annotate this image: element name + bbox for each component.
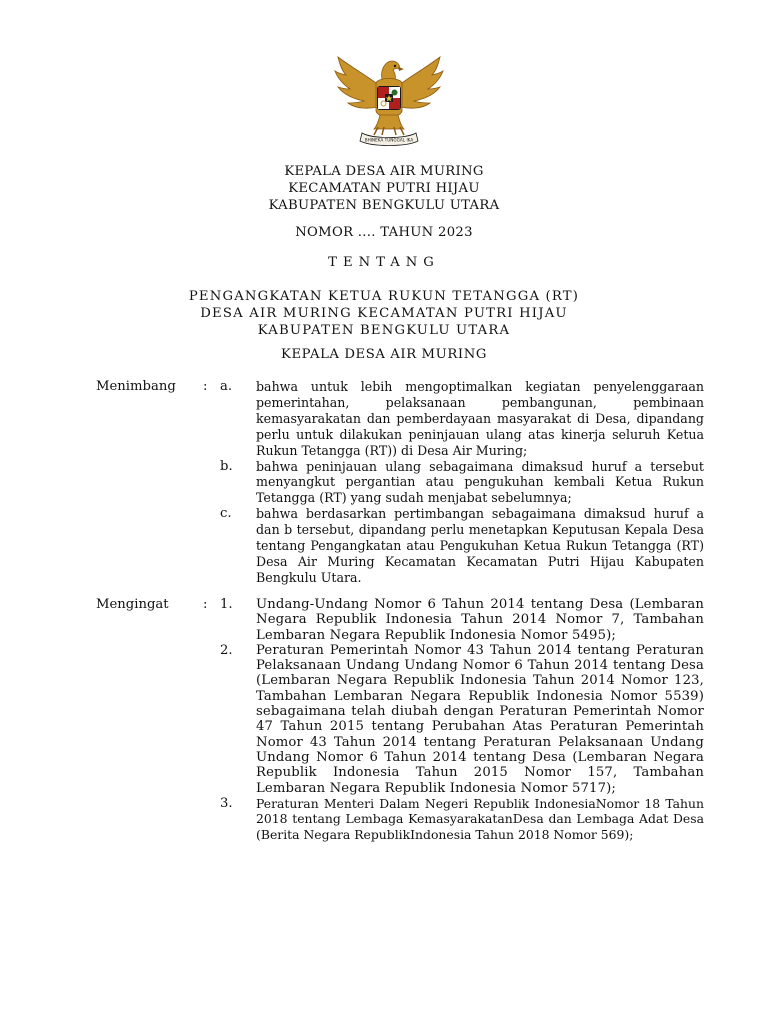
item-text: bahwa untuk lebih mengoptimalkan kegiatan penyelenggaraan pemerintahan, pelaksanaan pembangunan, pembinaan kemasyarakatan dan pemberdayaan masyarakat di Desa, dipandang perlu untuk dilakukan peninjauan ulang atas kinerja seluruh Ketua Rukun Tetangga (RT)) di Desa Air Muring; (256, 379, 704, 458)
section-colon: : (203, 379, 208, 394)
item-text: Undang-Undang Nomor 6 Tahun 2014 tentang Desa (Lembaran Negara Republik Indonesia Tahun 2014 Nomor 7, Tambahan Lembaran Negara Republik Indonesia Nomor 5495); (256, 597, 704, 643)
header-line: KECAMATAN PUTRI HIJAU (288, 181, 480, 196)
item-marker: c. (220, 506, 232, 522)
decree-title (0, 288, 768, 339)
list-item (220, 597, 704, 643)
emblem-motto: BHINEKA TUNGGAL IKA (364, 137, 414, 143)
title-line: DESA AIR MURING KECAMATAN PUTRI HIJAU (200, 306, 568, 321)
item-text: Peraturan Pemerintah Nomor 43 Tahun 2014 tentang Peraturan Pelaksanaan Undang Undang Nomor 6 Tahun 2014 tentang Desa (Lembaran Negara Republik Indonesia Tahun 2014 Nomor 123, Tambahan Lembaran Negara Republik Indonesia Nomor 5539) sebagaimana telah diubah dengan Peraturan Pemerintah Nomor 47 Tahun 2015 tentang Perubahan Atas Peraturan Pemerintah Nomor 43 Tahun 2014 tentang Peraturan Pelaksanaan Undang Undang Nomor 6 Tahun 2014 tentang Desa (Lembaran Negara Republik Indonesia Tahun 2015 Nomor 157, Tambahan Lembaran Negara Republik Indonesia Nomor 5717); (256, 642, 704, 796)
item-text: bahwa peninjauan ulang sebagaimana dimaksud huruf a tersebut menyangkut pergantian atau pengukuhan kembali Ketua Rukun Tetangga (RT) yang sudah menjabat sebelumnya; (256, 458, 704, 506)
list-item (220, 796, 704, 843)
list-item (220, 379, 704, 459)
item-marker: 2. (220, 642, 233, 658)
header-line: KEPALA DESA AIR MURING (284, 164, 484, 179)
item-marker: 1. (220, 597, 233, 612)
list-item (220, 459, 704, 507)
menimbang-list (220, 379, 704, 586)
title-line: PENGANGKATAN KETUA RUKUN TETANGGA (RT) (188, 289, 580, 304)
item-text: Peraturan Menteri Dalam Negeri Republik IndonesiaNomor 18 Tahun 2018 tentang Lembaga KemasyarakatanDesa dan Lembaga Adat Desa (Berita Negara RepublikIndonesia Tahun 2018 Nomor 569); (256, 795, 704, 843)
header-line: KABUPATEN BENGKULU UTARA (268, 198, 500, 213)
issuer-header (0, 163, 768, 214)
list-item (220, 506, 704, 586)
item-text: bahwa berdasarkan pertimbangan sebagaimana dimaksud huruf a dan b tersebut, dipandang perlu menetapkan Keputusan Kepala Desa tentang Pengangkatan atau Pengukuhan Ketua Rukun Tetangga (RT) Desa Air Muring Kecamatan Kecamatan Putri Hijau Kabupaten Bengkulu Utara. (256, 506, 704, 585)
section-colon: : (203, 597, 208, 612)
menimbang-label: Menimbang (96, 379, 176, 394)
decree-number: NOMOR .... TAHUN 2023 (295, 225, 473, 240)
title-line: KABUPATEN BENGKULU UTARA (257, 323, 511, 338)
item-marker: b. (220, 458, 233, 474)
tentang-heading: TENTANG (328, 255, 440, 270)
mengingat-list (220, 597, 704, 843)
garuda-pancasila-emblem-icon (332, 49, 446, 149)
issuer-title: KEPALA DESA AIR MURING (281, 347, 487, 362)
mengingat-label: Mengingat (96, 597, 169, 612)
list-item (220, 643, 704, 796)
item-marker: a. (220, 379, 233, 394)
item-marker: 3. (220, 795, 233, 811)
